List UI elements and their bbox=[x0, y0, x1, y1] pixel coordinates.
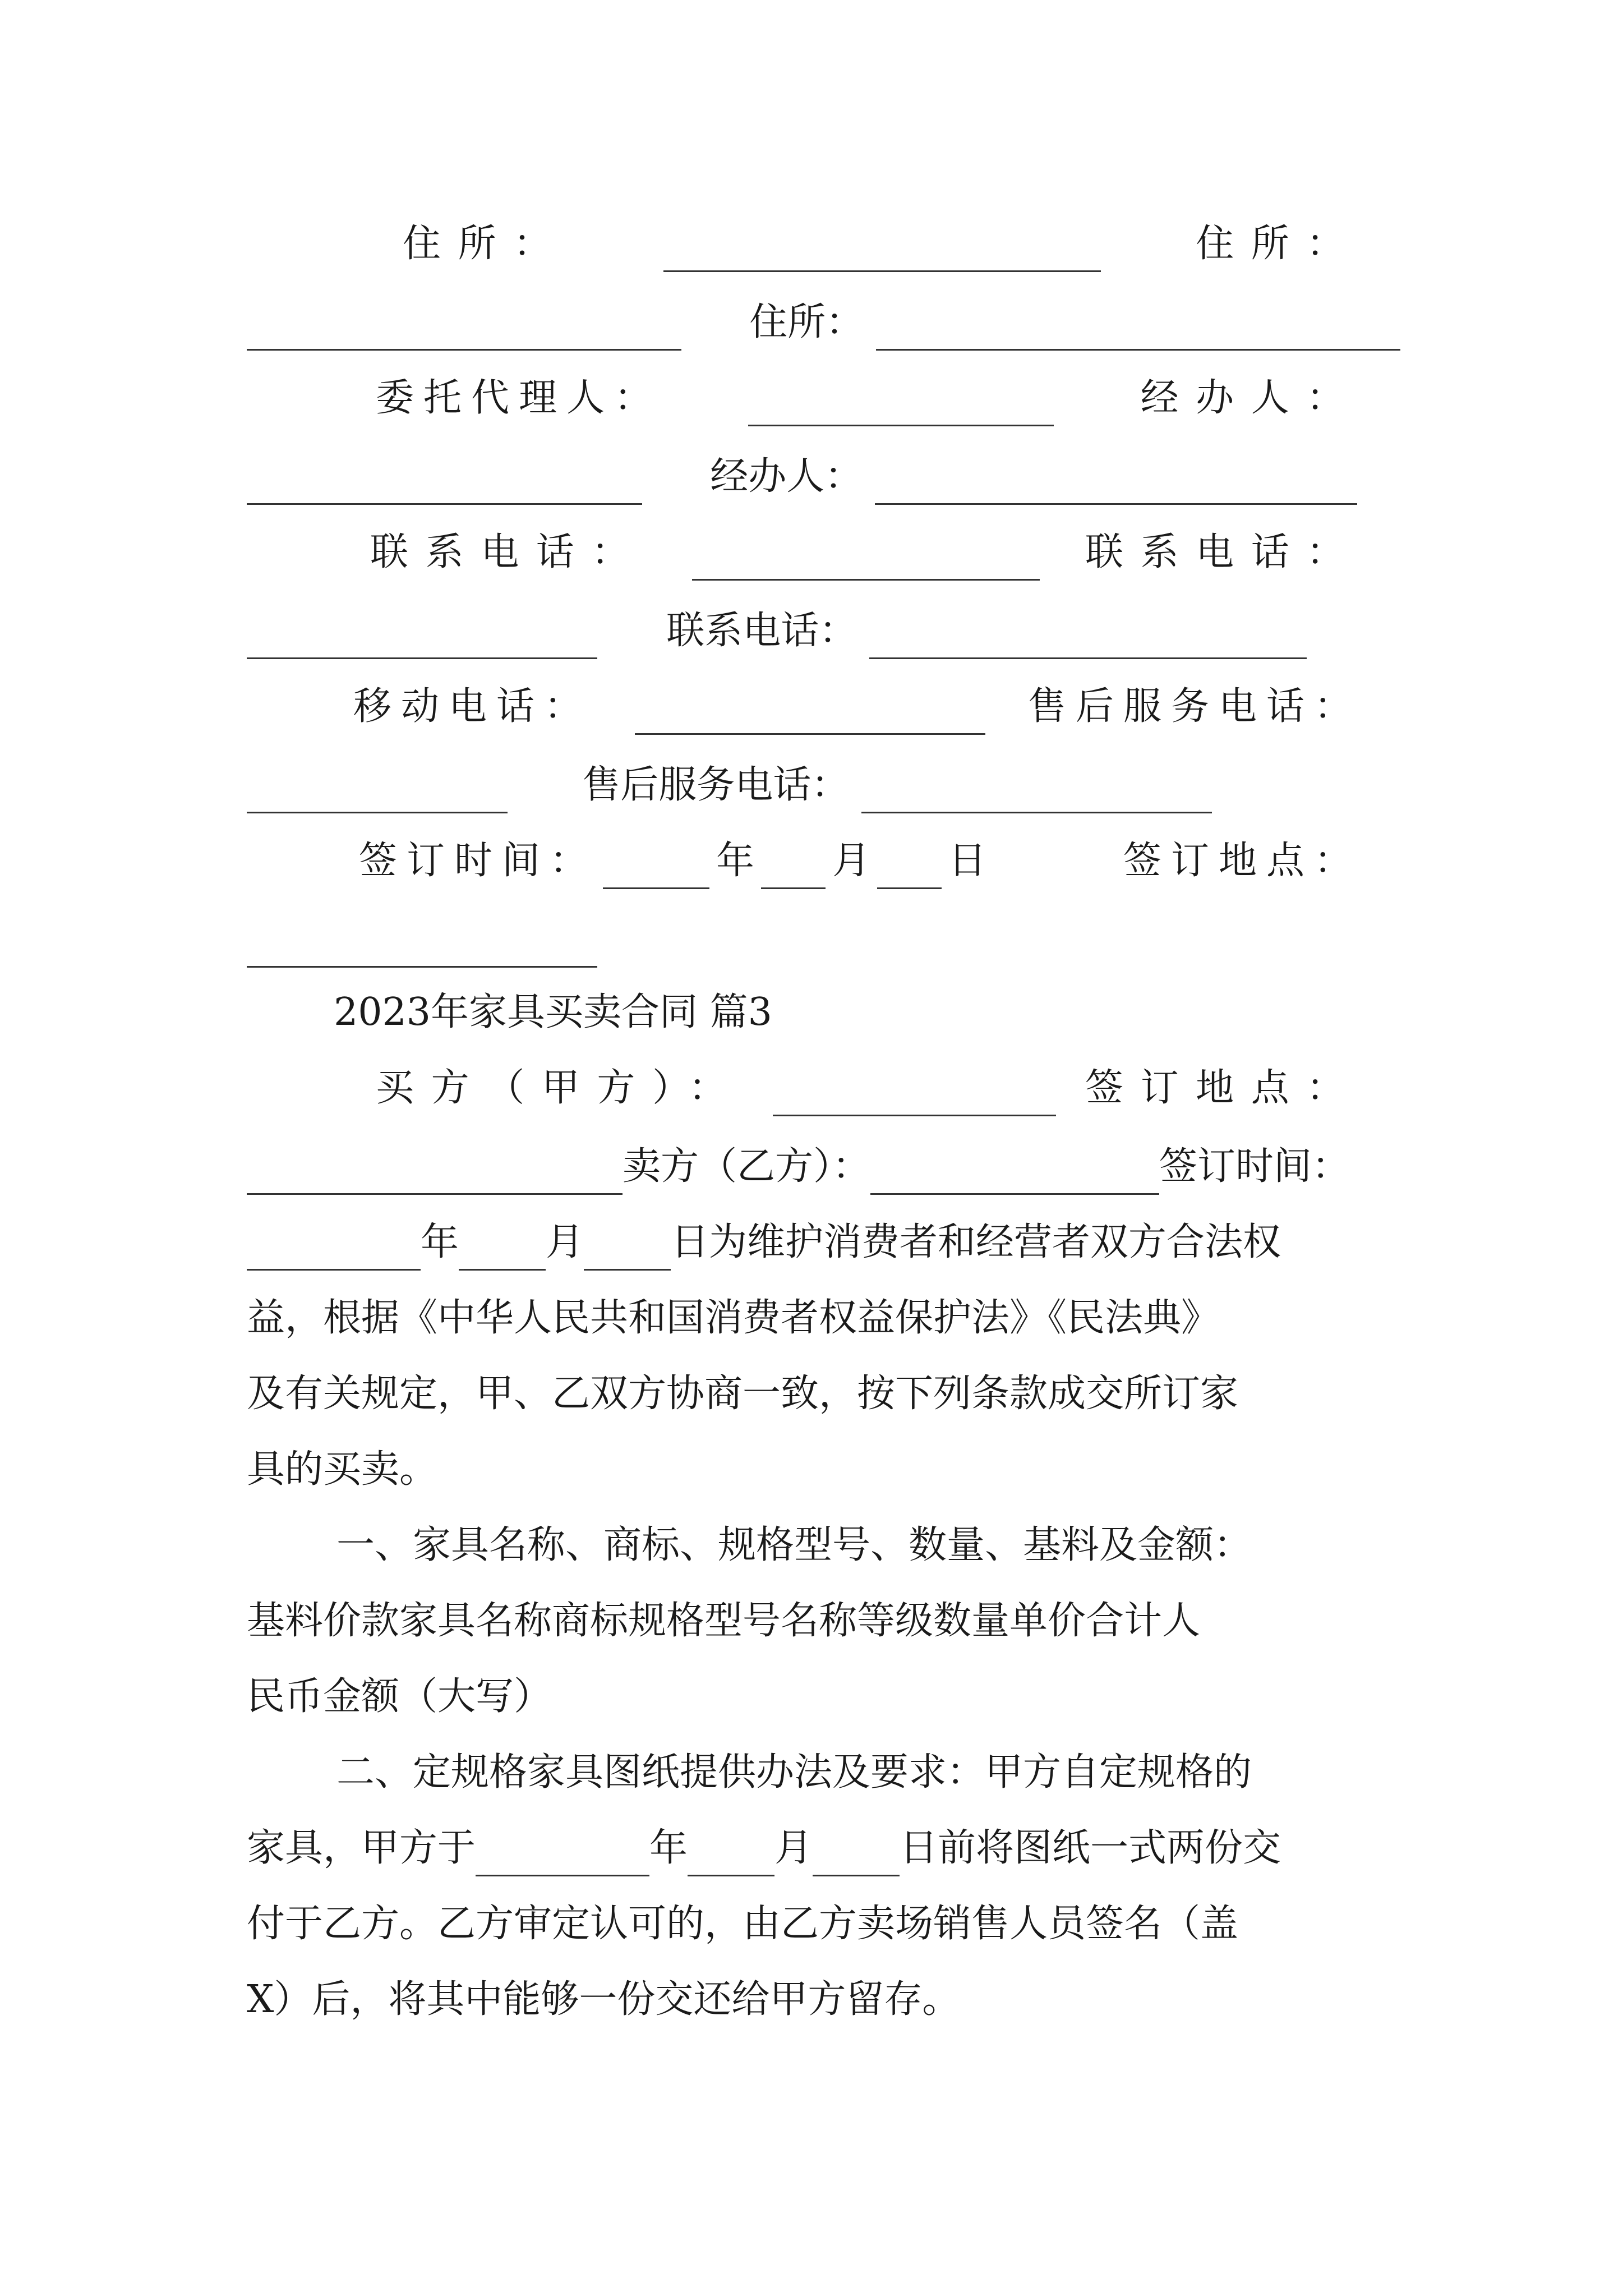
third-address-blank[interactable] bbox=[876, 309, 1400, 351]
buyer-blank[interactable] bbox=[773, 1074, 1056, 1116]
intro-day-blank[interactable] bbox=[584, 1228, 671, 1271]
section2-line-3: 付于乙方。乙方审定认可的，由乙方卖场销售人员签名（盖 bbox=[247, 1902, 1239, 1946]
aftersales-blank-a[interactable] bbox=[247, 771, 508, 813]
section2-month-char: 月 bbox=[774, 1826, 813, 1870]
mobile-label: 移动电话： bbox=[353, 684, 592, 729]
phone-blank-a[interactable] bbox=[692, 539, 1040, 581]
agent-label: 委托代理人： bbox=[376, 376, 662, 420]
phone-label-c: 联系电话： bbox=[666, 609, 857, 653]
buyer-address-label: 住所： bbox=[403, 222, 569, 266]
contract3-sign-place-label: 签订地点： bbox=[1085, 1066, 1362, 1110]
sign-month-blank[interactable] bbox=[761, 847, 826, 889]
section2-month-blank[interactable] bbox=[688, 1834, 774, 1876]
intro-line-2: 益，根据《中华人民共和国消费者权益保护法》《民法典》 bbox=[247, 1296, 1220, 1340]
year-char: 年 bbox=[716, 839, 755, 883]
buyer-row bbox=[376, 1060, 1362, 1116]
day-char: 日 bbox=[948, 839, 987, 883]
handler-label-b: 经办人： bbox=[710, 454, 863, 499]
phone-blank-b[interactable] bbox=[247, 617, 597, 659]
sign-day-blank[interactable] bbox=[877, 847, 942, 889]
sign-year-blank[interactable] bbox=[603, 847, 709, 889]
agent-blank[interactable] bbox=[748, 384, 1054, 426]
seller-label: 卖方（乙方）： bbox=[623, 1144, 871, 1189]
seller-row bbox=[247, 1139, 1350, 1195]
month-char: 月 bbox=[832, 839, 871, 883]
section2-line-4: X）后，将其中能够一份交还给甲方留存。 bbox=[247, 1977, 961, 2022]
sign-place-blank-2[interactable] bbox=[247, 1153, 623, 1195]
sign-time-row bbox=[359, 833, 1362, 889]
handler-label-a: 经办人： bbox=[1140, 376, 1362, 420]
phone-row-1 bbox=[370, 524, 1362, 581]
intro-month-blank[interactable] bbox=[459, 1228, 546, 1271]
phone-row-2 bbox=[247, 603, 1307, 659]
handler-blank-a[interactable] bbox=[247, 463, 642, 505]
intro-month-char: 月 bbox=[546, 1220, 584, 1264]
contract3-sign-time-label: 签订时间： bbox=[1159, 1144, 1350, 1189]
seller-address-blank[interactable] bbox=[247, 309, 681, 351]
phone-label-b: 联系电话： bbox=[1085, 530, 1362, 574]
aftersales-blank-b[interactable] bbox=[861, 771, 1212, 813]
sign-time-label: 签订时间： bbox=[359, 839, 598, 883]
seller-blank[interactable] bbox=[870, 1153, 1159, 1195]
section2-line-2 bbox=[247, 1820, 1281, 1876]
intro-line-4: 具的买卖。 bbox=[247, 1447, 438, 1492]
handler-blank-b[interactable] bbox=[875, 463, 1357, 505]
sign-place-blank[interactable] bbox=[247, 926, 597, 968]
sign-place-label: 签订地点： bbox=[1123, 839, 1362, 883]
section2-day-blank[interactable] bbox=[813, 1834, 900, 1876]
contract3-title: 2023年家具买卖合同 篇3 bbox=[334, 990, 772, 1034]
intro-year-blank[interactable] bbox=[247, 1228, 421, 1271]
section2-line2-start: 家具，甲方于 bbox=[247, 1826, 476, 1870]
intro-line1-end: 日为维护消费者和经营者双方合法权 bbox=[671, 1220, 1281, 1264]
intro-line-3: 及有关规定，甲、乙双方协商一致，按下列条款成交所订家 bbox=[247, 1372, 1239, 1416]
third-address-label: 住所： bbox=[749, 300, 864, 344]
section2-year-blank[interactable] bbox=[476, 1834, 649, 1876]
agent-row bbox=[376, 370, 1362, 426]
handler-row bbox=[247, 449, 1357, 505]
intro-line-1 bbox=[247, 1214, 1281, 1271]
section2-line-1: 二、定规格家具图纸提供办法及要求：甲方自定规格的 bbox=[336, 1750, 1252, 1795]
aftersales-row bbox=[247, 757, 1212, 813]
phone-label-a: 联系电话： bbox=[370, 530, 647, 574]
buyer-label: 买方（甲方）： bbox=[376, 1066, 744, 1110]
seller-address-label: 住所： bbox=[1196, 222, 1362, 266]
address-row-2 bbox=[247, 295, 1400, 351]
section1-line-1: 一、家具名称、商标、规格型号、数量、基料及金额： bbox=[336, 1523, 1252, 1567]
section1-line-2: 基料价款家具名称商标规格型号名称等级数量单价合计人 bbox=[247, 1599, 1201, 1643]
section2-line2-end: 日前将图纸一式两份交 bbox=[900, 1826, 1281, 1870]
address-row-1 bbox=[403, 216, 1362, 272]
section1-line-3: 民币金额（大写） bbox=[247, 1674, 552, 1719]
sign-place-row bbox=[247, 912, 597, 968]
section2-year-char: 年 bbox=[649, 1826, 688, 1870]
mobile-row bbox=[353, 679, 1362, 735]
buyer-address-blank[interactable] bbox=[663, 230, 1101, 272]
aftersales-label-b: 售后服务电话： bbox=[582, 763, 850, 807]
aftersales-label-a: 售后服务电话： bbox=[1027, 684, 1362, 729]
mobile-blank[interactable] bbox=[635, 693, 985, 735]
phone-blank-c[interactable] bbox=[869, 617, 1307, 659]
intro-year-char: 年 bbox=[421, 1220, 459, 1264]
